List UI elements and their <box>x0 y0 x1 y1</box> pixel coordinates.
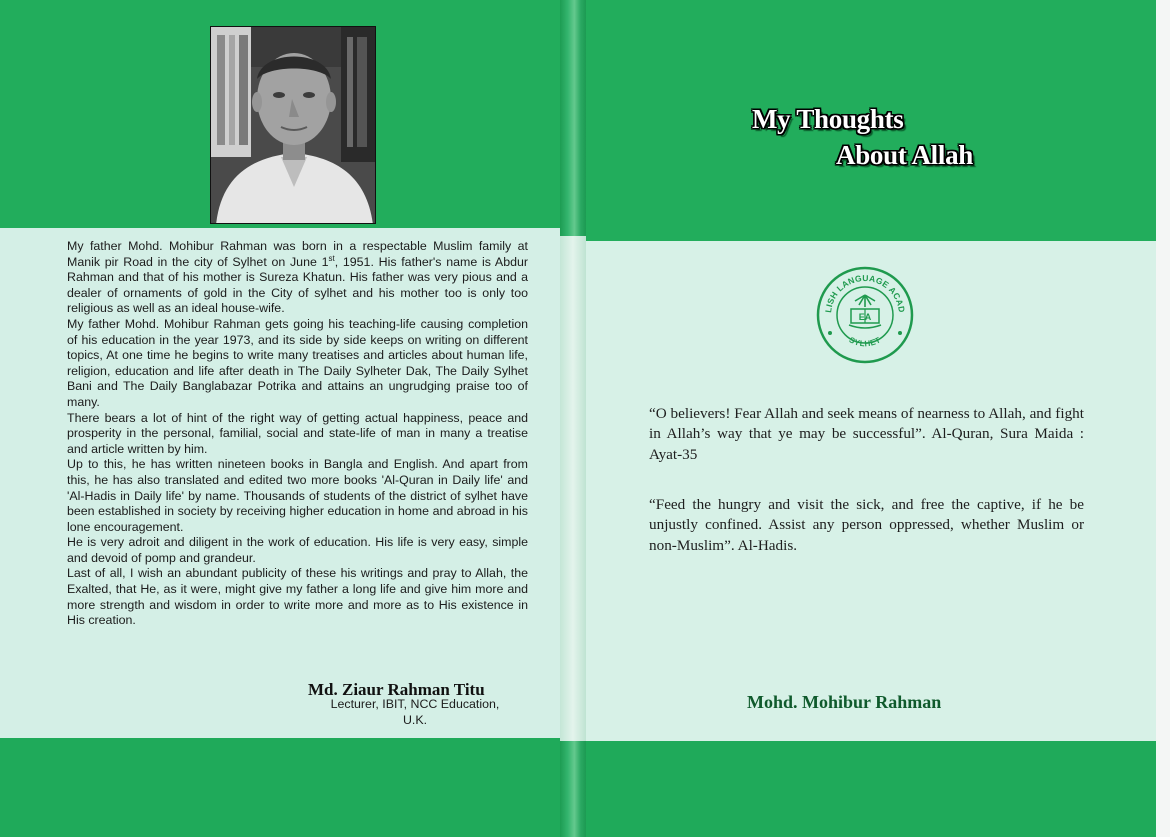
bio-paragraph <box>67 457 528 535</box>
quran-quote: “O believers! Fear Allah and seek means of nearness to Allah, and fight in Allah’s way that ye may be successful”. Al-Quran, Sura Maida : Ayat-35 <box>649 405 1084 463</box>
page-edge <box>1156 0 1170 837</box>
academy-seal-icon <box>815 265 915 365</box>
biography-text <box>67 239 528 629</box>
logo-text-top: LISH LANGUAGE ACAD <box>823 272 907 314</box>
back-bottom-band <box>0 738 575 837</box>
svg-text:ENGLISH LANGUAGE ACADEMY <box>815 265 907 313</box>
book-title-line-2: About Allah <box>836 140 973 170</box>
bio-paragraph-3: There bears a lot of hint of the right way of getting actual happiness, peace and prosperity in the personal, familial, social and state-life of man in many a treatise and article written by him. <box>67 410 528 456</box>
signature-name: Md. Ziaur Rahman Titu <box>308 680 485 699</box>
bio-paragraph <box>67 566 528 628</box>
bio-paragraph <box>67 535 528 566</box>
book-title-line-1: My Thoughts <box>752 104 904 134</box>
ordinal-suffix: st <box>328 253 335 263</box>
bio-paragraph <box>67 317 528 411</box>
bio-paragraph <box>67 239 528 317</box>
signature-country: U.K. <box>402 712 428 727</box>
bio-paragraph-1: My father Mohd. Mohibur Rahman was born in a respectable Muslim family at Manik pir Road in the city of Sylhet on June 1st, 1951. His father's name is Abdur Rahman and that of his mother is Sureza Khatun. His father was very pious and a dealer of ornaments of gold in the City of sylhet and his mother too is only too religious as well as an ideal house-wife. <box>67 239 528 316</box>
author-portrait-photo <box>210 26 376 224</box>
logo-text-bottom: SYLHET <box>847 335 883 349</box>
logo-letters: EA <box>858 312 872 322</box>
front-bottom-band <box>586 741 1156 837</box>
academy-logo <box>815 265 915 365</box>
hadis-quote: “Feed the hungry and visit the sick, and free the captive, if he be unjustly confined. Assist any person oppressed, whether Muslim or non-Muslim”. Al-Hadis. <box>649 496 1084 554</box>
bio-paragraph <box>67 411 528 458</box>
svg-text:SYLHET <box>848 335 883 348</box>
bio-paragraph-5: He is very adroit and diligent in the work of education. His life is very easy, simple and devoid of pomp and grandeur. <box>67 535 528 565</box>
portrait-illustration <box>211 27 376 224</box>
bio-paragraph-6: Last of all, I wish an abundant publicity of these his writings and pray to Allah, the Exalted, that He, as it were, might give my father a long life and give him more and more strength and wisdom in order to write more and more as to His existence in His creation. <box>67 566 528 628</box>
author-name: Mohd. Mohibur Rahman <box>747 692 942 712</box>
spine-light-band <box>560 236 586 741</box>
bio-paragraph-4: Up to this, he has written nineteen books in Bangla and English. And apart from this, he has also translated and edited two more books 'Al-Quran in Daily life' and 'Al-Hadis in Daily life' by name. Thousands of students of the district of sylhet have been established in society by receiving higher education in home and abroad in his lone encouragement. <box>67 457 528 534</box>
signature-details <box>290 697 540 728</box>
bio-paragraph-2: My father Mohd. Mohibur Rahman gets going his teaching-life causing completion of his education in the year 1973, and its side by side keeps on writing on different topics, At one time he begins to write many treatises and articles about human life, religion, education and life after death in The Daily Sylheter Dak, The Daily Sylhet Bani and The Daily Banglabazar Potrika and attains an ungrudging praise too of many. <box>67 316 528 409</box>
signature-role: Lecturer, IBIT, NCC Education, <box>330 697 500 711</box>
